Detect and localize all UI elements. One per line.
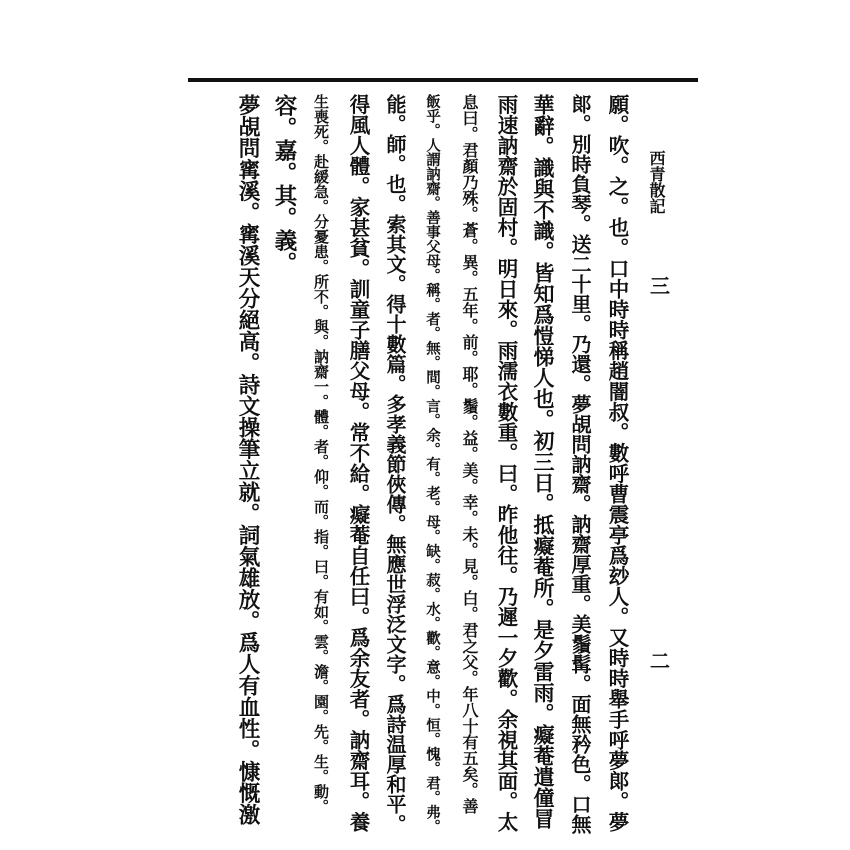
text-column-8: 得風人體。家甚貧。訓童子膳父母。常不給。癡菴自任曰。爲余友者。訥齋耳。養 — [346, 94, 370, 832]
text-column-7: 能。師。也。索其文。得十數篇。多孝義節俠傳。無應世浮泛文字。爲詩温厚和平。 — [383, 94, 407, 834]
text-column-10: 容。嘉。其。義。 — [271, 94, 297, 274]
volume-number: 三 — [650, 274, 670, 298]
text-column-6: 飯乎。人謂訥齋。善事父母。稱。者。無。間。言。余。有。老。母。缺。菽。水。歡。意。中。恒。愧。君。弗。 — [424, 94, 441, 834]
running-title: 西青散記 — [647, 150, 666, 214]
text-column-4: 雨速訥齋於固村。明日來。雨濡衣數重。曰。昨他往。乃遲一夕歡。余視其面。太 — [494, 94, 518, 832]
text-column-11: 夢覘問寗溪。寗溪天分絕高。詩文操筆立就。詞氣雄放。爲人有血性。慷慨激 — [235, 94, 260, 825]
top-border-rule — [188, 78, 698, 82]
text-column-3: 華辭。識與不識。皆知爲愷悌人也。初三日。抵癡菴所。是夕雷雨。癡菴遣僮冒 — [531, 94, 556, 829]
page-number: 二 — [650, 649, 670, 673]
text-column-1: 願。吹。之。也。口中時時稱趙闇叔。數呼曹震亭爲玅人。又時時舉手呼夢郞。夢 — [605, 94, 629, 832]
text-column-2: 郞。別時負琴。送二十里。乃還。夢覘問訥齋。訥齋厚重。美鬚髯。面無矜色。口無 — [568, 94, 592, 834]
text-column-9: 生喪死。赴緩急。分憂患。所不。與。訥齋一。體。者。仰。而。指。曰。有如。雲。澹。園。先。生。動。 — [312, 94, 330, 814]
text-column-5: 息曰。君顏乃殊。蒼。異。五年。前。耶。鬚。益。美。幸。未。見。白。君之父。年八十有五矣。善 — [460, 94, 479, 814]
